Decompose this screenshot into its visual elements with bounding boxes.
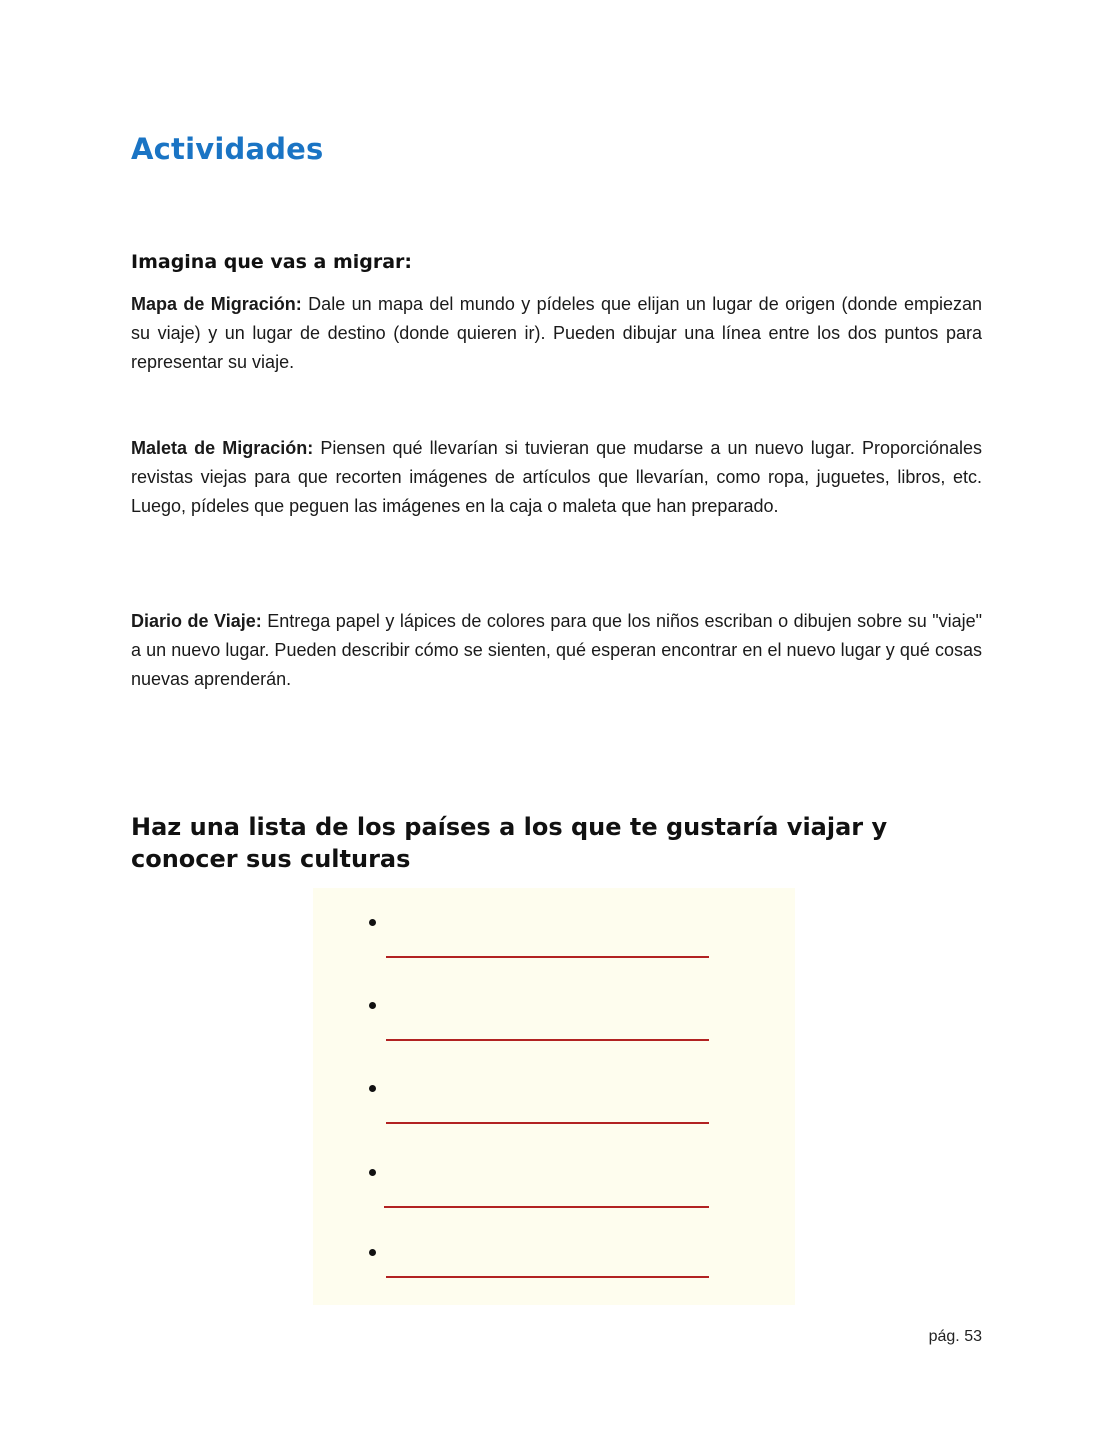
- activity-label: Maleta de Migración:: [131, 438, 314, 458]
- bullet-icon: [369, 919, 376, 926]
- list-item: [313, 1054, 795, 1114]
- page-title: Actividades: [131, 132, 324, 166]
- bullet-icon: [369, 1002, 376, 1009]
- activity-travel-diary: [131, 607, 982, 694]
- activity-migration-map: [131, 290, 982, 377]
- list-heading: Haz una lista de los países a los que te gustaría viajar y conocer sus culturas: [131, 813, 888, 873]
- activity-label: Diario de Viaje:: [131, 611, 262, 631]
- bullet-icon: [369, 1249, 376, 1256]
- activity-label: Mapa de Migración:: [131, 294, 302, 314]
- bullet-icon: [369, 1085, 376, 1092]
- answer-line[interactable]: [386, 1039, 709, 1041]
- answer-line[interactable]: [386, 1276, 709, 1278]
- answer-line[interactable]: [384, 1206, 709, 1208]
- activity-text: Dale un mapa del mundo y pídeles que elijan un lugar de origen (donde empiezan su viaje) y un lugar de destino (donde quieren ir). Pueden dibujar una línea entre los dos puntos para representar su viaje.: [131, 294, 982, 372]
- list-item: [313, 1138, 795, 1198]
- activity-text: Entrega papel y lápices de colores para que los niños escriban o dibujen sobre su "viaje" a un nuevo lugar. Pueden describir cómo se sienten, qué esperan encontrar en el nuevo lugar y qué cosas nuevas aprenderán.: [131, 611, 983, 689]
- list-item: [313, 1218, 795, 1278]
- answer-line[interactable]: [386, 956, 709, 958]
- country-list-box: [313, 888, 795, 1305]
- answer-line[interactable]: [386, 1122, 709, 1124]
- list-item: [313, 888, 795, 948]
- page-number: pág. 53: [928, 1328, 982, 1345]
- activity-migration-suitcase: [131, 434, 982, 521]
- activity-text: Piensen qué llevarían si tuvieran que mudarse a un nuevo lugar. Proporciónales revistas viejas para que recorten imágenes de artículos que llevarían, como ropa, juguetes, libros, etc. Luego, pídeles que peguen las imágenes en la caja o maleta que han preparado.: [131, 438, 983, 516]
- list-item: [313, 971, 795, 1031]
- section-subheading: Imagina que vas a migrar:: [131, 251, 413, 273]
- bullet-icon: [369, 1169, 376, 1176]
